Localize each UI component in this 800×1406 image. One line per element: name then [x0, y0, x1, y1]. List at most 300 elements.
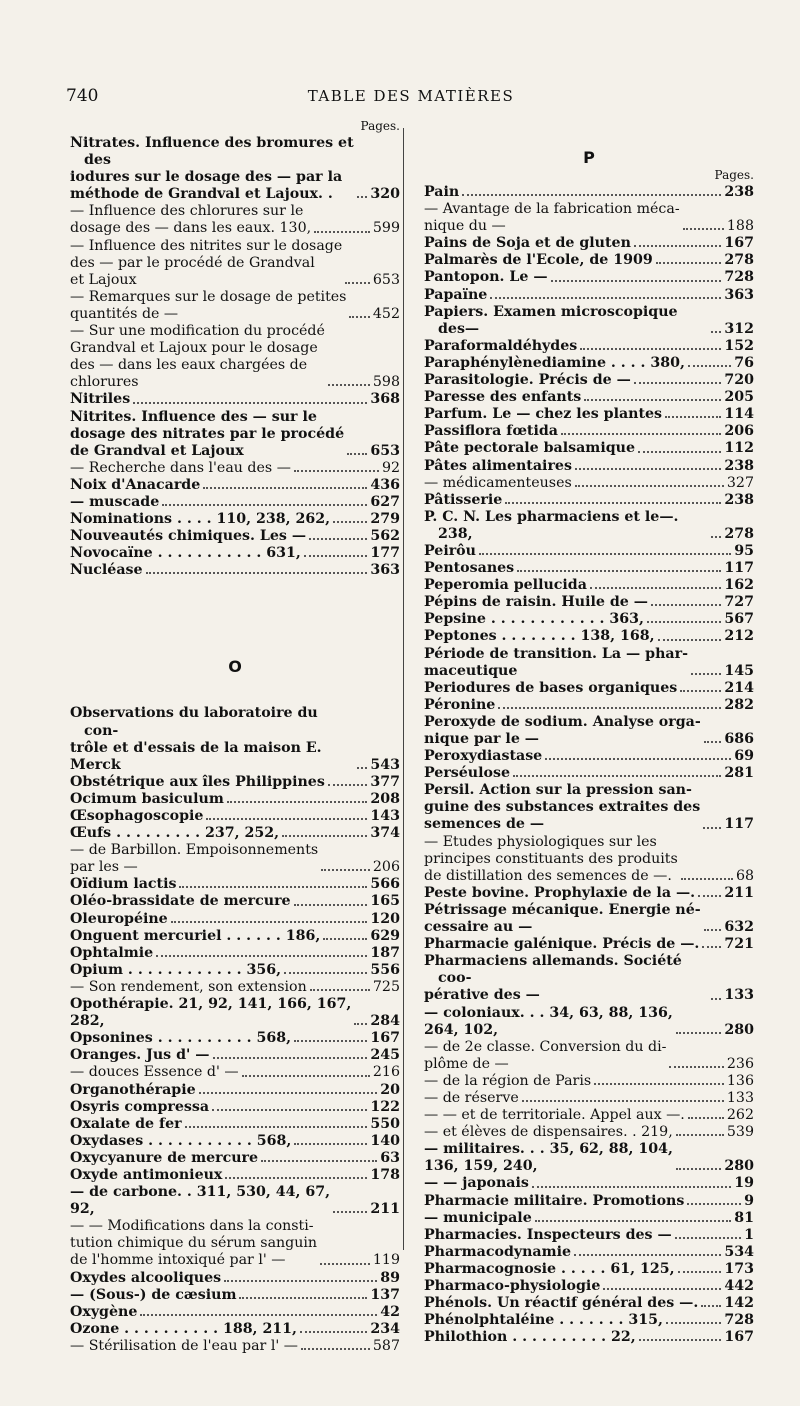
entries-p [424, 184, 754, 1346]
section-letter-o: O [228, 657, 242, 677]
dot-leader [651, 604, 721, 606]
entry-page: 686 [724, 731, 754, 747]
entry-text [424, 953, 708, 1004]
entry-line: Pharmaciens allemands. Société coo- [424, 953, 682, 987]
entry-line: Paresse des enfants [424, 389, 582, 406]
entry-text [424, 628, 655, 645]
entry-line: Pépins de raisin. Huile de — [424, 594, 648, 611]
entry-page: 76 [734, 354, 754, 371]
entry-line: Pantopon. Le — [424, 269, 548, 286]
entry-line: Pharmaco-physiologie [424, 1278, 601, 1294]
dot-leader [309, 538, 367, 540]
dot-leader [711, 536, 721, 538]
dot-leader [203, 487, 367, 489]
index-entry [424, 1227, 754, 1244]
entry-line: Nominations . . . . 110, 238, 262, [70, 511, 331, 528]
index-entry [424, 577, 754, 594]
entry-page: 720 [724, 372, 754, 389]
entry-line: des — dans les eaux chargées de [70, 357, 308, 374]
index-entry [424, 628, 754, 645]
entry-text [424, 1124, 673, 1141]
entry-page: 452 [372, 305, 400, 322]
entry-text [424, 372, 631, 389]
entry-text [70, 323, 325, 391]
dot-leader [704, 741, 722, 743]
index-entry [424, 509, 754, 543]
entry-line: Oléo-brassidate de mercure [70, 893, 291, 910]
index-entry [70, 238, 400, 289]
dot-leader [185, 1126, 368, 1128]
entry-text [70, 928, 320, 945]
dot-leader [522, 1100, 724, 1102]
index-entry [424, 885, 754, 902]
dot-leader [703, 827, 721, 829]
dot-leader [676, 1168, 721, 1170]
entry-text [70, 1218, 317, 1269]
index-entry [424, 406, 754, 423]
entry-text [424, 594, 648, 611]
entry-page: 208 [370, 790, 400, 807]
dot-leader [590, 587, 721, 589]
entry-page: 278 [724, 252, 754, 269]
entry-page: 727 [724, 594, 754, 611]
index-entry [70, 511, 400, 528]
entry-page: 216 [372, 1064, 400, 1081]
entry-page: 238 [724, 491, 754, 508]
entry-text [424, 1107, 685, 1124]
entry-text [424, 235, 631, 252]
dot-leader [301, 1348, 370, 1350]
entry-page: 562 [370, 528, 400, 545]
entry-page: 188 [726, 218, 754, 235]
entry-line: Parasitologie. Précis de — [424, 372, 631, 389]
dot-leader [680, 690, 721, 692]
left-column [70, 118, 400, 1355]
entry-text [70, 135, 354, 203]
entry-text [424, 1175, 529, 1192]
entry-line: — Etudes physiologiques sur les [424, 833, 657, 850]
dot-leader [698, 895, 721, 897]
index-entry [70, 911, 400, 928]
entry-line: — coloniaux. . . 34, 63, 88, 136, [424, 1004, 673, 1021]
dot-leader [462, 194, 721, 196]
entry-line: Pepsine . . . . . . . . . . . . 363, [424, 611, 644, 628]
dot-leader [133, 402, 367, 404]
entry-line: nique par le — [424, 731, 539, 747]
dot-leader [314, 231, 370, 233]
entry-page: 212 [724, 628, 754, 645]
page-header [66, 86, 756, 108]
entry-text [70, 774, 325, 791]
index-entry [424, 1039, 754, 1073]
entry-text [424, 1193, 684, 1210]
index-entry [70, 1064, 400, 1081]
index-entry [70, 842, 400, 876]
entry-line: — médicamenteuses [424, 474, 572, 491]
entry-page: 133 [724, 987, 754, 1004]
entry-text [424, 1244, 571, 1261]
dot-leader [206, 818, 367, 820]
index-entry [70, 545, 400, 562]
dot-leader [656, 262, 722, 264]
index-entry [70, 135, 400, 203]
index-entry [424, 184, 754, 201]
entry-text [424, 1210, 532, 1227]
dot-leader [505, 502, 721, 504]
entry-line: — — et de territoriale. Appel aux —. [424, 1107, 685, 1124]
index-entry [70, 477, 400, 494]
entry-text [424, 184, 459, 201]
entry-text [70, 1064, 239, 1081]
entry-text [70, 808, 203, 825]
entry-line: tution chimique du sérum sanguin [70, 1235, 318, 1252]
entry-text [70, 1047, 210, 1064]
index-entry [424, 492, 754, 509]
dot-leader [574, 1254, 721, 1256]
dot-leader [647, 621, 721, 623]
index-entry [424, 953, 754, 1004]
entry-text [424, 543, 476, 560]
dot-leader [304, 555, 368, 557]
index-entry [424, 269, 754, 286]
entry-page: 214 [724, 679, 754, 696]
entry-page: 89 [380, 1269, 400, 1286]
dot-leader [261, 1160, 377, 1162]
entry-page: 238 [724, 184, 754, 200]
entry-line: — Sur une modification du procédé [70, 323, 325, 340]
entry-page: 165 [370, 893, 400, 910]
entry-line: Nitrites. Influence des — sur le [70, 408, 317, 425]
entry-line: 264, 102, [424, 1021, 499, 1038]
entry-line: — Stérilisation de l'eau par l' — [70, 1337, 298, 1354]
dot-leader [634, 245, 721, 247]
entry-page: 556 [370, 961, 400, 978]
entry-text [70, 1116, 182, 1133]
entry-line: méthode de Grandval et Lajoux. . [70, 186, 333, 203]
entry-page: 120 [370, 910, 400, 927]
entry-line: Pharmacognosie . . . . . 61, 125, [424, 1260, 675, 1277]
index-entry [70, 1270, 400, 1287]
entry-line: Pâtisserie [424, 491, 503, 508]
index-entry [424, 1295, 754, 1312]
entry-page: 539 [726, 1124, 754, 1141]
entry-line: quantités de — [70, 305, 179, 322]
entry-page: 142 [724, 1295, 754, 1312]
index-entry [424, 782, 754, 833]
entry-text [424, 304, 708, 338]
dot-leader [294, 904, 368, 906]
index-entry [70, 791, 400, 808]
index-entry [424, 1193, 754, 1210]
entry-text [70, 528, 306, 545]
dot-leader [349, 316, 369, 318]
entry-page: 152 [724, 337, 754, 354]
dot-leader [669, 1066, 723, 1068]
dot-leader [687, 1203, 741, 1205]
entry-page: 653 [372, 271, 400, 288]
entry-page: 312 [724, 320, 754, 337]
entry-line: Nucléase [70, 562, 143, 579]
entry-text [424, 782, 700, 833]
entry-line: nique du — [424, 218, 506, 235]
dot-leader [179, 886, 367, 888]
entry-text [424, 834, 678, 885]
entry-text [424, 1312, 663, 1329]
dot-leader [323, 938, 367, 940]
entry-line: Noix d'Anacarde [70, 476, 201, 493]
entry-text [424, 423, 558, 440]
entry-line: Grandval et Lajoux pour le dosage [70, 340, 318, 357]
index-entry [424, 201, 754, 235]
entry-line: — Recherche dans l'eau des — [70, 459, 291, 476]
column-divider [403, 128, 404, 1250]
dot-leader [310, 989, 370, 991]
entry-line: Peste bovine. Prophylaxie de la —. [424, 884, 696, 901]
entry-line: Pharmacie galénique. Précis de —. [424, 936, 700, 953]
index-entry [70, 1150, 400, 1167]
dot-leader [701, 1305, 721, 1307]
index-entry [424, 1210, 754, 1227]
entry-page: 143 [370, 808, 400, 824]
entry-page: 211 [370, 1201, 400, 1218]
dot-leader [354, 1023, 367, 1025]
dot-leader [638, 451, 721, 453]
entry-line: maceutique [424, 662, 518, 679]
entry-text [70, 825, 279, 842]
dot-leader [320, 1263, 370, 1265]
index-entry [70, 1047, 400, 1064]
entry-line: — de carbone. . 311, 530, 44, 67, [70, 1184, 331, 1201]
entry-line: Perséulose [424, 765, 510, 782]
entry-line: Oleuropéine [70, 910, 168, 927]
dot-leader [225, 1177, 367, 1179]
entry-line: pérative des — [424, 987, 540, 1004]
dot-leader [294, 470, 379, 472]
dot-leader [224, 1280, 377, 1282]
entry-text [424, 560, 514, 577]
entry-line: — (Sous-) de cæsium [70, 1286, 237, 1303]
index-entry [70, 1184, 400, 1218]
index-entry [424, 646, 754, 680]
entry-line: Oxalate de fer [70, 1115, 182, 1132]
entry-line: — et élèves de dispensaires. . 219, [424, 1124, 673, 1141]
index-entry [70, 528, 400, 545]
dot-leader [545, 758, 731, 760]
index-entry [70, 1338, 400, 1355]
dot-leader [227, 801, 368, 803]
entry-line: Ophtalmie [70, 944, 154, 961]
entry-page: 550 [370, 1115, 400, 1132]
entry-page: 567 [724, 611, 754, 628]
entry-line: Peroxyde de sodium. Analyse orga- [424, 713, 701, 730]
entry-text [424, 1227, 672, 1244]
entry-text [424, 936, 699, 953]
entry-line: chlorures [70, 374, 139, 391]
index-entry [424, 338, 754, 355]
entry-page: 238 [724, 457, 754, 474]
entry-page: 534 [724, 1243, 754, 1260]
entry-text [424, 1073, 591, 1090]
entry-text [424, 765, 510, 782]
entry-page: 281 [724, 765, 754, 782]
entry-page: 211 [724, 884, 754, 901]
index-entry [424, 372, 754, 389]
entry-page: 63 [380, 1149, 400, 1166]
entry-line: de l'homme intoxiqué par l' — [70, 1252, 286, 1269]
dot-leader [479, 553, 731, 555]
dot-leader [347, 453, 367, 455]
index-entry [424, 1261, 754, 1278]
dot-leader [681, 878, 733, 880]
entry-page: 280 [724, 1021, 754, 1038]
index-entry [70, 1030, 400, 1047]
entry-page: 236 [726, 1055, 754, 1072]
entry-line: Peirôu [424, 542, 476, 559]
entry-line: — de Barbillon. Empoisonnements [70, 842, 319, 859]
entry-line: — de la région de Paris [424, 1072, 592, 1089]
dot-leader [561, 433, 721, 435]
entry-page: 19 [734, 1175, 754, 1192]
index-entry [70, 1304, 400, 1321]
dot-leader [300, 1331, 367, 1333]
entry-page: 162 [724, 577, 754, 594]
entry-page: 9 [744, 1192, 754, 1209]
entry-page: 632 [724, 919, 754, 936]
index-entry [424, 594, 754, 611]
entry-line: Nitriles [70, 391, 131, 408]
entry-line: semences de — [424, 816, 545, 833]
pages-label-right: Pages. [714, 168, 754, 182]
dot-leader [498, 707, 721, 709]
entry-line: Phénols. Un réactif général des —. [424, 1295, 699, 1312]
entry-line: — Influence des chlorures sur le [70, 203, 304, 220]
entry-line: Periodures de bases organiques [424, 679, 678, 696]
entry-page: 133 [726, 1089, 754, 1106]
entry-line: Péronine [424, 696, 496, 713]
index-entry [70, 774, 400, 791]
entry-page: 629 [370, 927, 400, 944]
dot-leader [676, 1134, 724, 1136]
entry-text [70, 1270, 221, 1287]
index-entry [70, 494, 400, 511]
running-head: TABLE DES MATIÈRES [307, 87, 515, 105]
entry-line: par les — [70, 859, 138, 876]
entry-text [70, 289, 346, 323]
entry-line: Pétrissage mécanique. Energie né- [424, 901, 701, 918]
entry-text [70, 996, 351, 1030]
entry-line: des — par le procédé de Grandval [70, 254, 315, 271]
index-entry [70, 1321, 400, 1338]
dot-leader [639, 1339, 722, 1341]
index-entry [424, 389, 754, 406]
entry-page: 140 [370, 1132, 400, 1149]
entry-line: Pharmacies. Inspecteurs des — [424, 1226, 672, 1243]
entry-text [70, 1304, 137, 1321]
entry-line: Pharmacie militaire. Promotions [424, 1192, 685, 1209]
entry-text [424, 509, 708, 543]
dot-leader [284, 972, 367, 974]
entry-text [424, 1141, 673, 1175]
index-entry [424, 1312, 754, 1329]
dot-leader [490, 297, 721, 299]
dot-leader [213, 1057, 368, 1059]
entry-text [424, 269, 548, 286]
index-entry [424, 1124, 754, 1141]
entry-page: 206 [724, 423, 754, 440]
entry-line: Opothérapie. 21, 92, 141, 166, 167, [70, 996, 352, 1013]
entry-text [70, 409, 344, 460]
entry-line: Phénolphtaléine . . . . . . . 315, [424, 1312, 663, 1329]
dot-leader [666, 1322, 721, 1324]
entry-line: — municipale [424, 1209, 532, 1226]
dot-leader [294, 1143, 367, 1145]
entry-line: Papaïne [424, 286, 488, 303]
page-number: 740 [66, 86, 99, 106]
entry-text [424, 1261, 675, 1278]
dot-leader [321, 869, 370, 871]
dot-leader [575, 485, 724, 487]
entry-text [70, 511, 330, 528]
entry-page: 721 [724, 936, 754, 953]
dot-leader [171, 921, 368, 923]
entry-page: 173 [724, 1260, 754, 1277]
index-entry [424, 1141, 754, 1175]
dot-leader [357, 767, 367, 769]
entry-line: Paraphénylènediamine . . . . 380, [424, 354, 685, 371]
entry-line: de Grandval et Lajoux [70, 442, 244, 459]
entry-text [424, 748, 542, 765]
entry-page: 20 [380, 1081, 400, 1098]
entry-page: 119 [372, 1252, 400, 1269]
entry-text [70, 791, 224, 808]
index-entry [70, 1099, 400, 1116]
dot-leader [239, 1297, 367, 1299]
section-letter-p: P [583, 148, 595, 167]
dot-leader [328, 384, 370, 386]
index-entry [70, 1116, 400, 1133]
entry-page: 262 [726, 1107, 754, 1124]
index-entry [424, 423, 754, 440]
dot-leader [683, 228, 724, 230]
entry-line: Novocaïne . . . . . . . . . . . 631, [70, 545, 301, 562]
entry-text [424, 611, 644, 628]
index-entry [424, 765, 754, 782]
entry-page: 279 [370, 511, 400, 528]
entry-line: 92, [70, 1201, 95, 1218]
entry-text [424, 252, 653, 269]
entry-page: 187 [370, 944, 400, 961]
index-entry [424, 543, 754, 560]
entry-page: 95 [734, 542, 754, 559]
dot-leader [333, 521, 367, 523]
index-entry [70, 562, 400, 579]
dot-leader [702, 946, 721, 948]
entry-page: 206 [372, 859, 400, 876]
entry-text [424, 355, 685, 372]
entry-line: guine des substances extraites des [424, 799, 701, 816]
entry-line: — — Modifications dans la consti- [70, 1218, 314, 1235]
dot-leader [328, 784, 368, 786]
entry-page: 117 [724, 816, 754, 833]
entry-page: 245 [370, 1047, 400, 1064]
entry-line: Oxydes alcooliques [70, 1269, 222, 1286]
dot-leader [704, 929, 722, 931]
entry-text [70, 494, 159, 511]
entry-page: 327 [726, 474, 754, 491]
dot-leader [688, 1117, 724, 1119]
entry-line: Palmarès de l'Ecole, de 1909 [424, 252, 653, 269]
index-entry [70, 289, 400, 323]
